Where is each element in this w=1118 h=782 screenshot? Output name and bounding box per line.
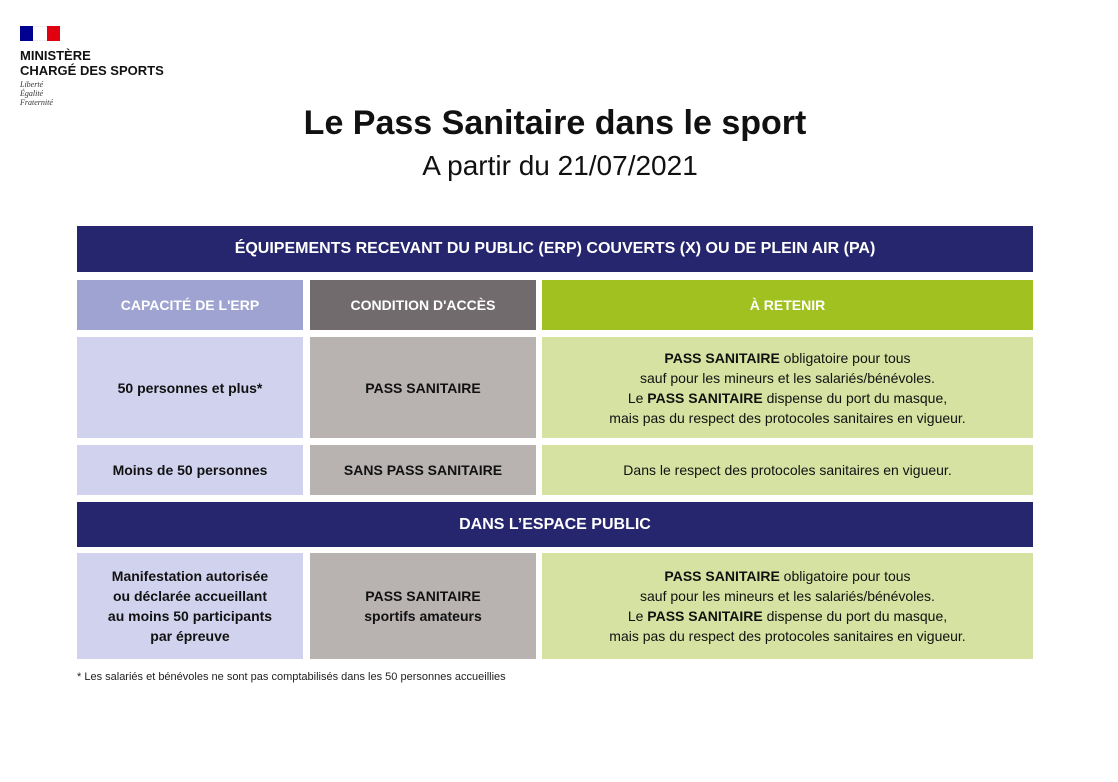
ministry-name	[20, 48, 164, 78]
republic-motto	[20, 80, 164, 107]
espace-public-banner: DANS L’ESPACE PUBLIC	[77, 502, 1033, 547]
retenir-text: mais pas du respect des protocoles sanitaires en vigueur.	[609, 628, 966, 644]
pass-keyword: PASS SANITAIRE	[647, 608, 763, 624]
motto-liberte: Liberté	[20, 80, 44, 89]
retenir-text: Le	[627, 608, 648, 624]
retenir-text: obligatoire pour tous	[779, 568, 911, 584]
retenir-text: dispense du port du masque,	[762, 389, 948, 406]
retenir-text: Le	[627, 389, 648, 406]
pass-keyword: PASS SANITAIRE	[664, 349, 780, 366]
capacite-line: par épreuve	[150, 628, 230, 644]
row2-retenir: Dans le respect des protocoles sanitaires en vigueur.	[542, 445, 1033, 495]
ministry-logo	[20, 26, 164, 107]
erp-banner: ÉQUIPEMENTS RECEVANT DU PUBLIC (ERP) COUVERTS (X) OU DE PLEIN AIR (PA)	[77, 226, 1033, 272]
header-capacite: CAPACITÉ DE L'ERP	[77, 280, 303, 330]
retenir-text: mais pas du respect des protocoles sanitaires en vigueur.	[609, 409, 966, 426]
retenir-text: dispense du port du masque,	[762, 608, 948, 624]
page-subtitle: A partir du 21/07/2021	[422, 150, 698, 181]
capacite-line: au moins 50 participants	[107, 608, 273, 624]
capacite-line: ou déclarée accueillant	[112, 588, 268, 604]
footnote: * Les salariés et bénévoles ne sont pas comptabilisés dans les 50 personnes accueillies	[77, 671, 506, 683]
ministry-line-2: CHARGÉ DES SPORTS	[20, 63, 164, 78]
row1-condition: PASS SANITAIRE	[310, 337, 536, 438]
row1-capacite: 50 personnes et plus*	[77, 337, 303, 438]
french-flag-icon	[20, 26, 60, 41]
row3-capacite	[77, 553, 303, 659]
page-title: Le Pass Sanitaire dans le sport	[303, 104, 807, 142]
ministry-line-1: MINISTÈRE	[20, 48, 91, 63]
retenir-text: sauf pour les mineurs et les salariés/bénévoles.	[640, 588, 935, 604]
pass-keyword: PASS SANITAIRE	[664, 568, 780, 584]
retenir-text: obligatoire pour tous	[779, 349, 911, 366]
pass-keyword: PASS SANITAIRE	[647, 389, 763, 406]
condition-line: sportifs amateurs	[364, 608, 482, 624]
header-condition: CONDITION D'ACCÈS	[310, 280, 536, 330]
motto-fraternite: Fraternité	[20, 98, 53, 107]
row2-condition: SANS PASS SANITAIRE	[310, 445, 536, 495]
row2-capacite: Moins de 50 personnes	[77, 445, 303, 495]
condition-line: PASS SANITAIRE	[365, 588, 481, 604]
header-retenir: À RETENIR	[542, 280, 1033, 330]
motto-egalite: Égalité	[20, 89, 44, 98]
row3-condition	[310, 553, 536, 659]
row1-retenir	[542, 337, 1033, 438]
retenir-text: sauf pour les mineurs et les salariés/bénévoles.	[640, 369, 935, 386]
row3-retenir	[542, 553, 1033, 659]
capacite-line: Manifestation autorisée	[111, 568, 269, 584]
